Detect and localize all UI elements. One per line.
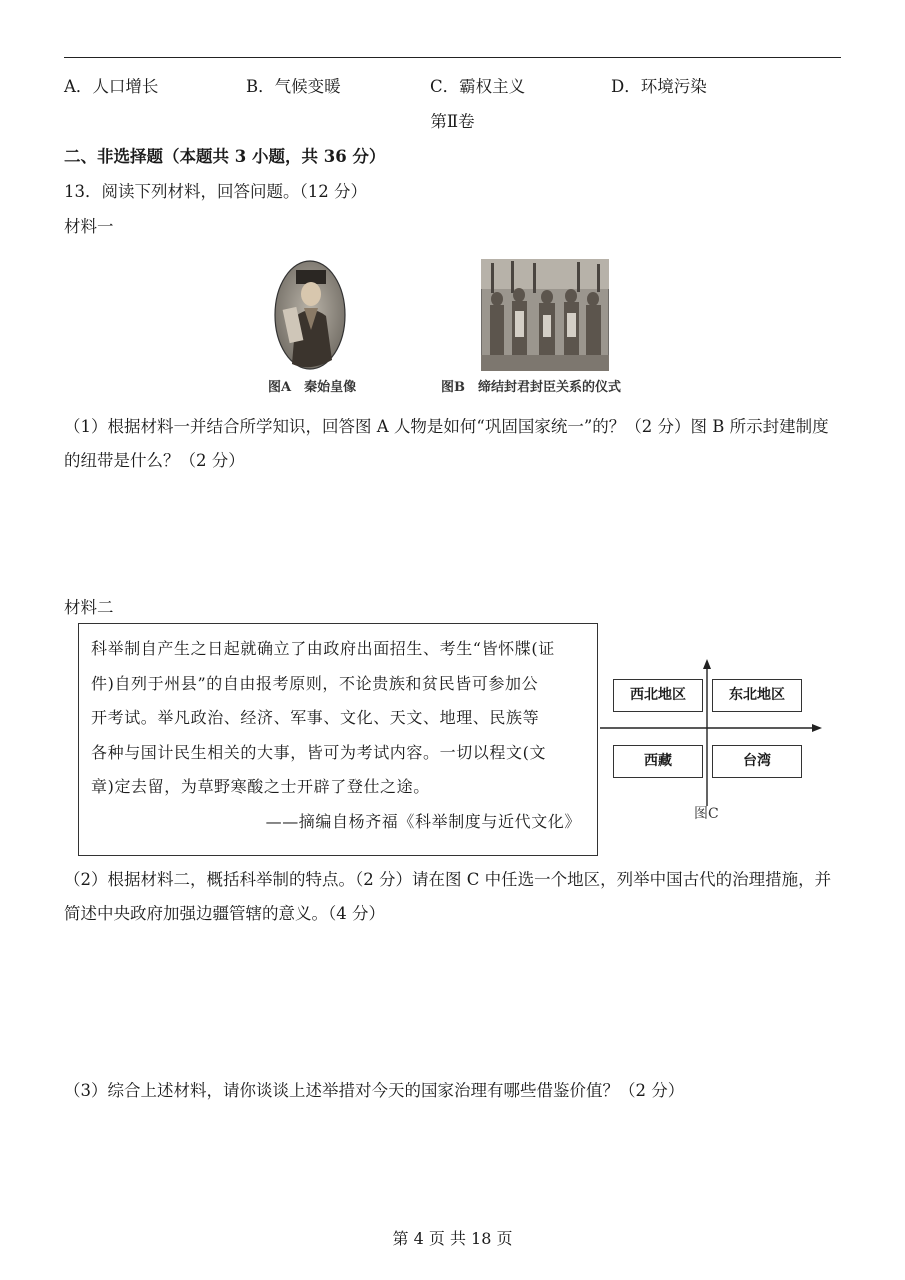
fig-c-caption: 图C bbox=[694, 806, 719, 822]
option-a: A．人口增长 bbox=[64, 77, 159, 96]
material-1-label: 材料一 bbox=[64, 217, 114, 236]
qin-shihuang-portrait bbox=[274, 260, 346, 370]
question-13: 13．阅读下列材料，回答问题。（12 分） bbox=[64, 182, 367, 201]
region-tibet: 西藏 bbox=[613, 745, 703, 778]
region-northeast: 东北地区 bbox=[712, 679, 802, 712]
option-c: C．霸权主义 bbox=[430, 77, 526, 96]
top-rule bbox=[64, 57, 841, 58]
option-b: B．气候变暖 bbox=[246, 77, 341, 96]
material-2-label: 材料二 bbox=[64, 598, 114, 617]
quote-line: 开考试。举凡政治、经济、军事、文化、天文、地理、民族等 bbox=[91, 708, 540, 727]
fig-a-caption: 图A 秦始皇像 bbox=[268, 380, 357, 395]
quote-line: 章)定去留，为草野寒酸之士开辟了登仕之途。 bbox=[91, 777, 430, 796]
volume-title: 第Ⅱ卷 bbox=[430, 112, 475, 131]
material-2-quote-box bbox=[78, 623, 598, 856]
question-1: （1）根据材料一并结合所学知识，回答图 A 人物是如何“巩固国家统一”的？（2 分）图 B 所示封建制度的纽带是什么？（2 分） bbox=[64, 417, 829, 470]
fig-b-caption: 图B 缔结封君封臣关系的仪式 bbox=[441, 380, 621, 395]
section-title: 二、非选择题（本题共 3 小题，共 36 分） bbox=[64, 147, 386, 166]
region-northwest: 西北地区 bbox=[613, 679, 703, 712]
quote-line: 件)自列于州县”的自由报考原则，不论贵族和贫民皆可参加公 bbox=[91, 673, 539, 693]
vassal-ceremony-image bbox=[481, 259, 609, 371]
option-d: D．环境污染 bbox=[611, 77, 707, 96]
question-3: （3）综合上述材料，请你谈谈上述举措对今天的国家治理有哪些借鉴价值？（2 分） bbox=[64, 1081, 685, 1100]
page-footer: 第 4 页 共 18 页 bbox=[392, 1229, 513, 1248]
quote-line: 各种与国计民生相关的大事，皆可为考试内容。一切以程文(文 bbox=[91, 742, 547, 762]
quote-line: 科举制自产生之日起就确立了由政府出面招生、考生“皆怀牒(证 bbox=[91, 639, 555, 658]
region-taiwan: 台湾 bbox=[712, 745, 802, 778]
quote-source: ——摘编自杨齐福《科举制度与近代文化》 bbox=[265, 811, 581, 831]
question-2: （2）根据材料二，概括科举制的特点。（2 分）请在图 C 中任选一个地区，列举中国古代的治理措施，并简述中央政府加强边疆管辖的意义。（4 分） bbox=[64, 870, 832, 923]
